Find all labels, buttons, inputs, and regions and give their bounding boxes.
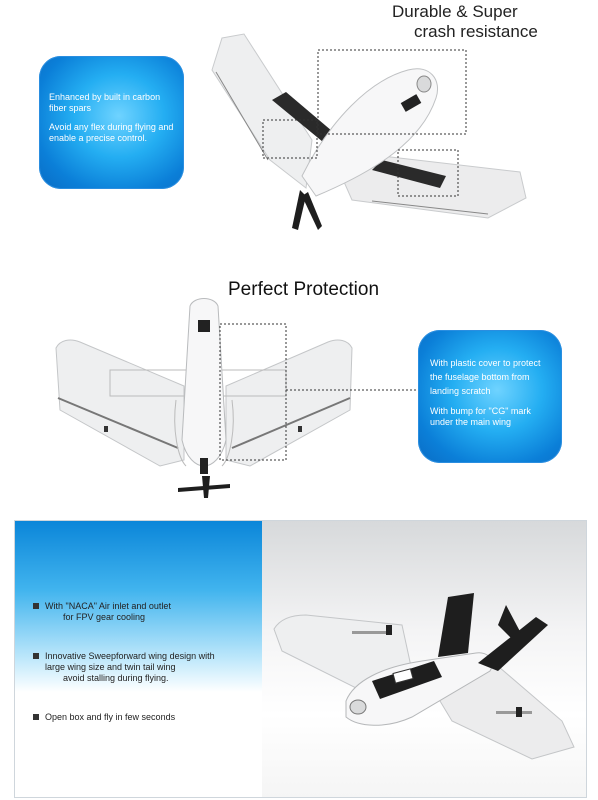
feature2-line2: large wing size and twin tail wing (45, 662, 176, 672)
plane-top-illustration (0, 0, 598, 260)
features-left-panel (15, 521, 262, 797)
feature1-line2: for FPV gear cooling (63, 612, 146, 622)
features-panel (14, 520, 587, 798)
feature1-line1: With "NACA" Air inlet and outlet (45, 601, 171, 611)
card1-text1: Enhanced by built in carbon fiber spars (49, 92, 161, 113)
feature2-line3: avoid stalling during flying. (63, 673, 169, 683)
section1-title-line1: Durable & Super (392, 2, 518, 21)
bullet-square-icon (33, 653, 39, 659)
section1-title-line2: crash resistance (414, 22, 538, 41)
card2-text2: With bump for "CG" mark under the main wing (430, 406, 531, 427)
feature-bullet-1 (35, 601, 171, 623)
features-right-panel (262, 521, 586, 797)
feature2-line1: Innovative Sweepforward wing design with (45, 651, 215, 661)
card2-text1: With plastic cover to protect the fuselage bottom from landing scratch (430, 358, 541, 396)
feature3-line1: Open box and fly in few seconds (45, 712, 176, 722)
feature-bullet-2 (35, 651, 215, 684)
bullet-square-icon (33, 714, 39, 720)
bullet-square-icon (33, 603, 39, 609)
section2-title: Perfect Protection (228, 279, 380, 300)
plane-3d-illustration (262, 521, 586, 797)
feature-bullet-3 (35, 712, 175, 723)
protection-info-card (418, 330, 562, 463)
card1-text2: Avoid any flex during flying and enable a precise control. (49, 122, 174, 143)
